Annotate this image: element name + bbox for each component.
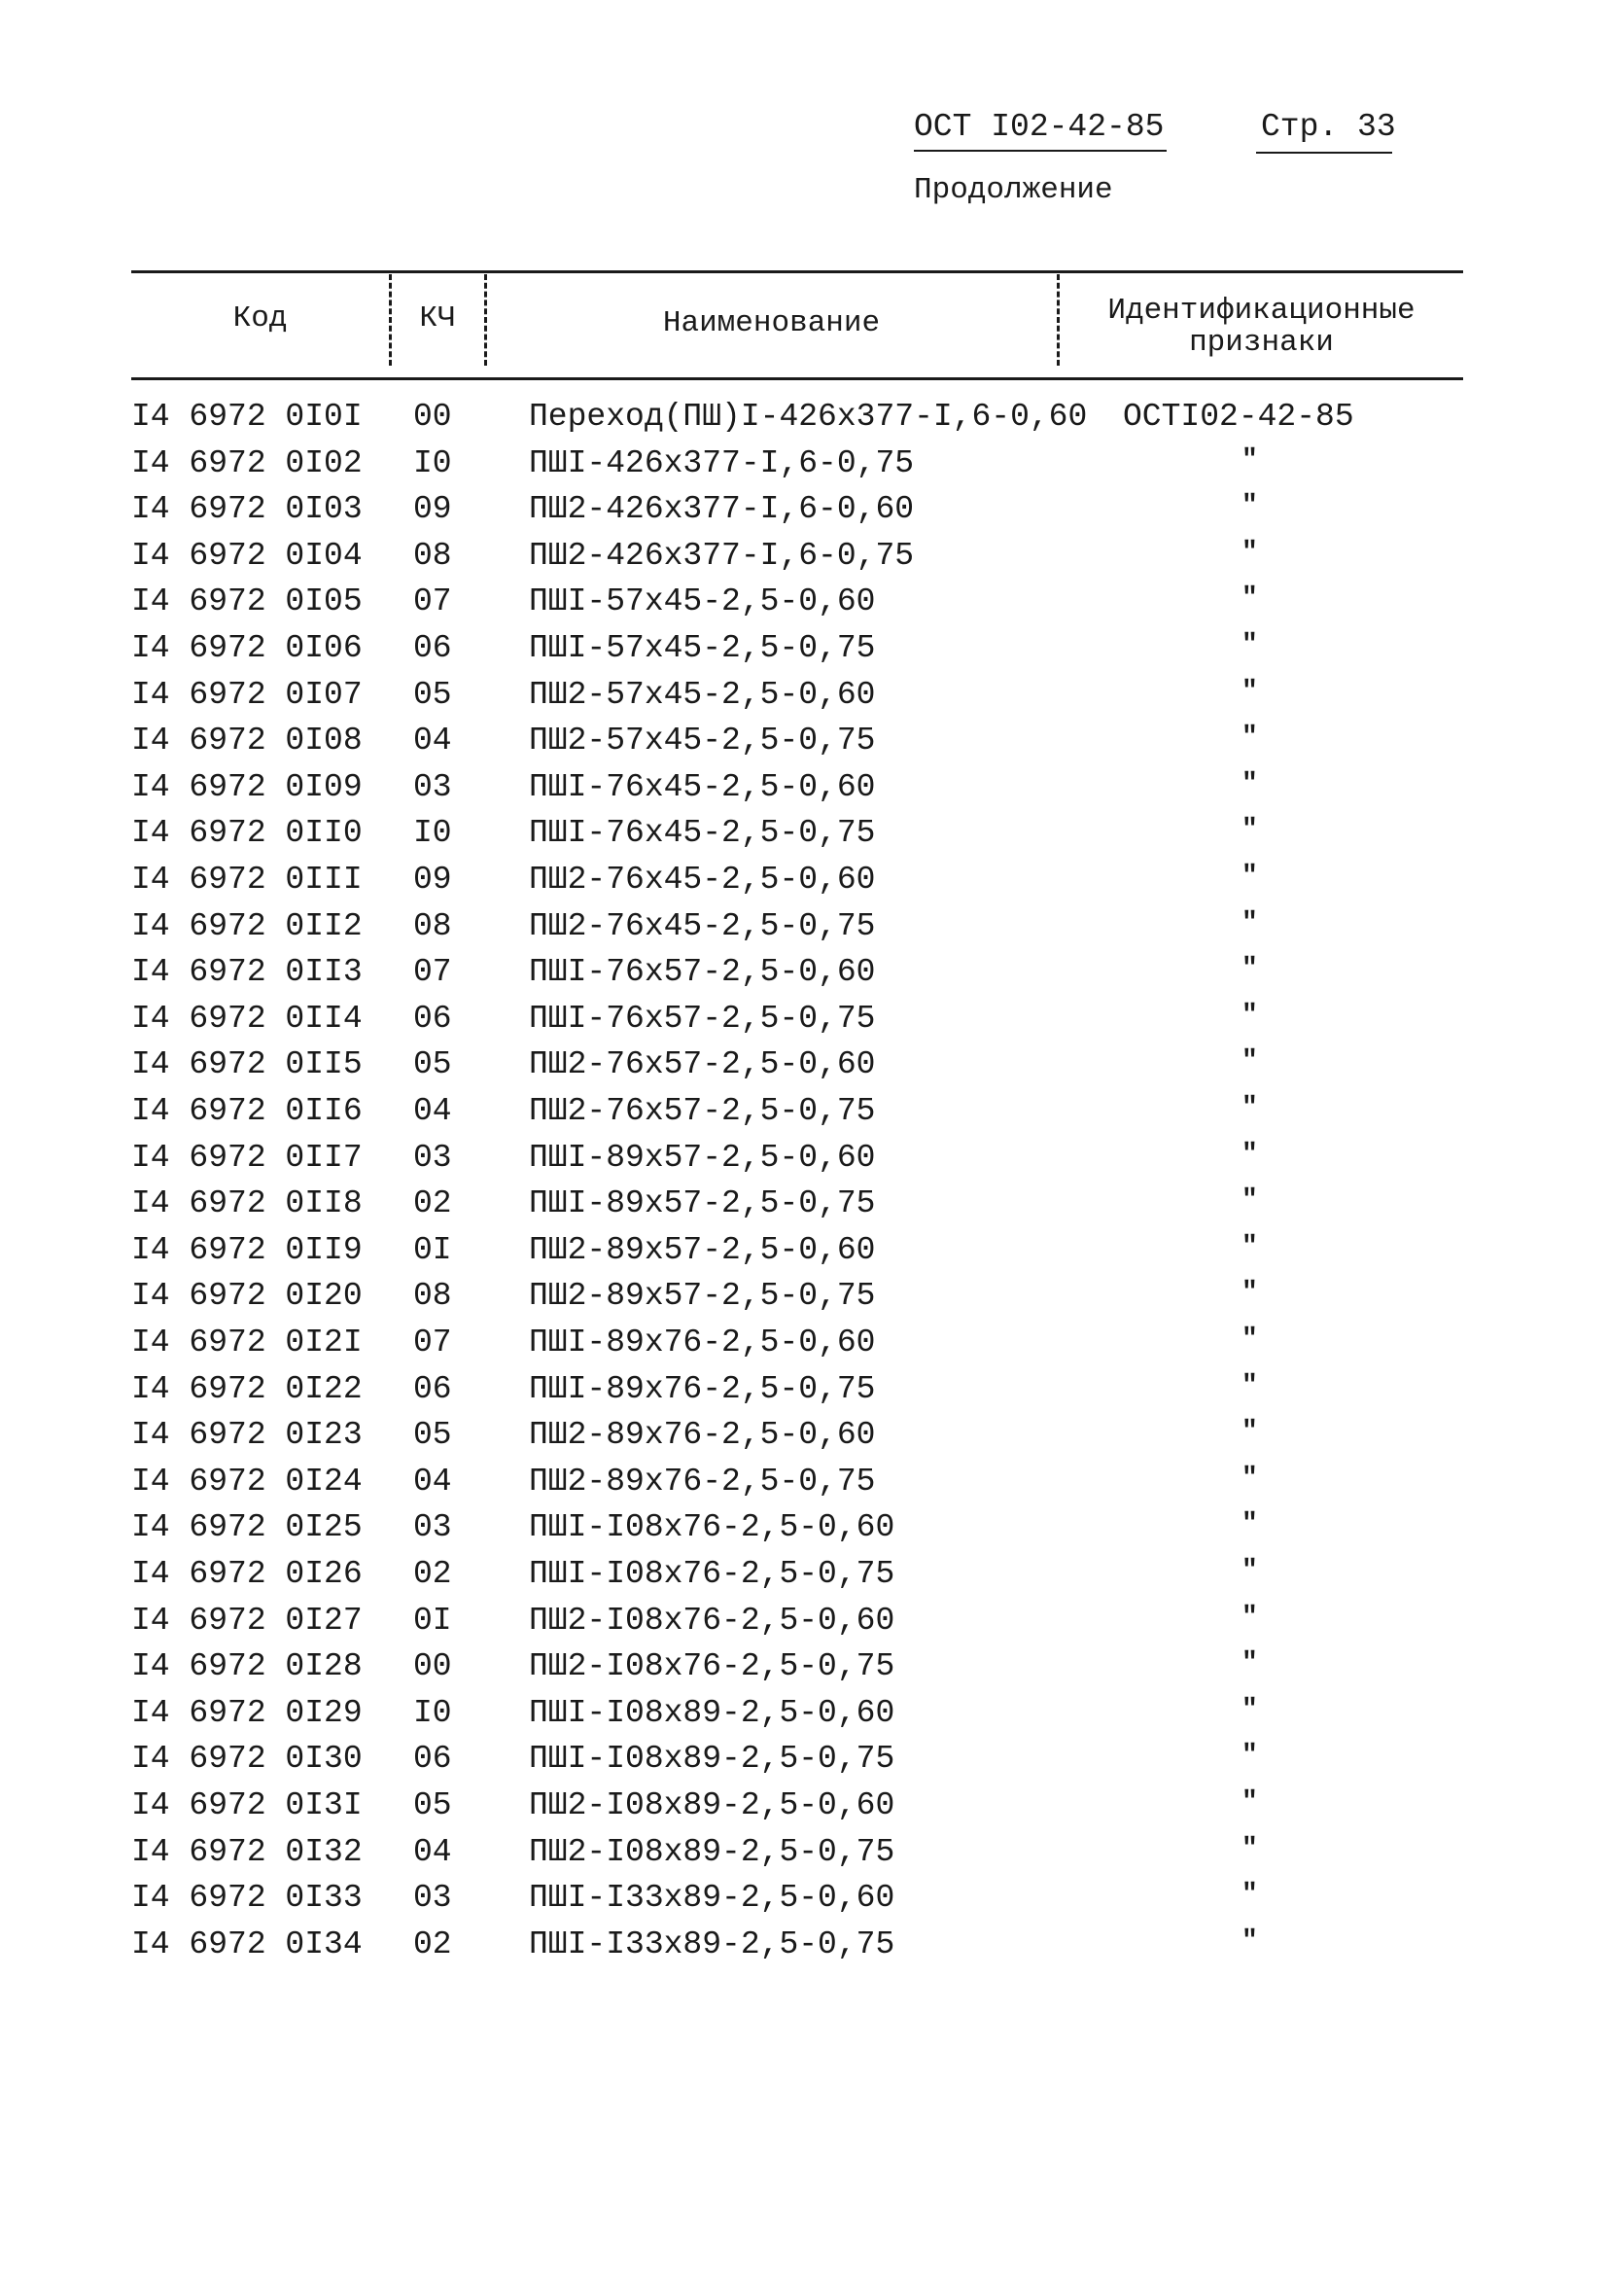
cell-name: ПШI-76x45-2,5-0,75 <box>529 815 876 852</box>
cell-code: I4 6972 0I32 <box>131 1833 363 1870</box>
cell-name: ПШI-89x76-2,5-0,60 <box>529 1325 876 1360</box>
cell-code: I4 6972 0I30 <box>131 1741 363 1778</box>
cell-id-ditto: " <box>1241 1556 1258 1586</box>
cell-id-ditto: " <box>1241 1602 1258 1633</box>
cell-name: ПШ2-I08x76-2,5-0,60 <box>529 1602 895 1639</box>
cell-id-ditto: " <box>1241 768 1258 799</box>
cell-code: I4 6972 0II9 <box>131 1231 363 1268</box>
cell-name: ПШ2-89x76-2,5-0,60 <box>529 1417 876 1454</box>
table-row <box>0 862 1608 908</box>
column-header-id-line2: признаки <box>1189 326 1334 360</box>
cell-id-ditto: " <box>1241 1046 1258 1077</box>
cell-id-ditto: " <box>1241 1648 1258 1679</box>
cell-name: ПШI-89x57-2,5-0,60 <box>529 1139 876 1176</box>
cell-kch: 09 <box>413 491 452 528</box>
cell-name: ПШ2-89x57-2,5-0,75 <box>529 1278 876 1315</box>
cell-id-ditto: " <box>1241 862 1258 892</box>
table-row <box>0 583 1608 630</box>
cell-kch: 06 <box>413 1741 452 1778</box>
cell-id-ditto: " <box>1241 1833 1258 1864</box>
cell-kch: 02 <box>413 1925 452 1962</box>
table-row <box>0 1648 1608 1695</box>
cell-id-ditto: " <box>1241 1231 1258 1262</box>
cell-kch: 05 <box>413 1046 452 1083</box>
cell-kch: 0I <box>413 1602 452 1639</box>
cell-id-ditto: " <box>1241 1694 1258 1725</box>
table-row <box>0 445 1608 492</box>
cell-name: ПШ2-I08x76-2,5-0,75 <box>529 1648 895 1685</box>
cell-kch: 07 <box>413 1325 452 1360</box>
cell-kch: I0 <box>413 444 452 481</box>
cell-id-ditto: " <box>1241 1741 1258 1772</box>
table-row <box>0 954 1608 1001</box>
cell-id-ditto: " <box>1241 676 1258 707</box>
table-row <box>0 677 1608 724</box>
table-row <box>0 769 1608 816</box>
cell-id-ditto: " <box>1241 1787 1258 1818</box>
table-row <box>0 1509 1608 1556</box>
cell-kch: 02 <box>413 1185 452 1222</box>
cell-kch: 04 <box>413 1463 452 1500</box>
cell-code: I4 6972 0I27 <box>131 1602 363 1639</box>
continuation-label: Продолжение <box>914 173 1113 207</box>
cell-code: I4 6972 0I22 <box>131 1370 363 1407</box>
cell-name: ПШ2-426x377-I,6-0,60 <box>529 491 915 528</box>
cell-name: ПШI-I08x76-2,5-0,75 <box>529 1556 895 1592</box>
cell-code: I4 6972 0I07 <box>131 676 363 713</box>
cell-id-ditto: " <box>1241 1139 1258 1170</box>
cell-kch: 06 <box>413 630 452 666</box>
cell-kch: 07 <box>413 954 452 991</box>
column-header-name: Наименование <box>662 306 881 340</box>
cell-name: ПШI-I08x89-2,5-0,60 <box>529 1694 895 1731</box>
cell-code: I4 6972 0II8 <box>131 1185 363 1222</box>
cell-id-ditto: " <box>1241 954 1258 985</box>
cell-kch: 05 <box>413 676 452 713</box>
page-underline <box>1256 152 1392 154</box>
cell-code: I4 6972 0I20 <box>131 1278 363 1315</box>
cell-name: ПШ2-76x57-2,5-0,60 <box>529 1046 876 1083</box>
column-header-kch: КЧ <box>419 301 456 336</box>
cell-code: I4 6972 0I26 <box>131 1556 363 1592</box>
cell-id-ditto: " <box>1241 1278 1258 1309</box>
table-header-bottom-rule <box>131 377 1463 380</box>
cell-id-ditto: " <box>1241 723 1258 754</box>
cell-code: I4 6972 0I29 <box>131 1694 363 1731</box>
cell-name: ПШ2-426x377-I,6-0,75 <box>529 537 915 574</box>
cell-id-ditto: " <box>1241 630 1258 660</box>
cell-code: I4 6972 0I08 <box>131 723 363 759</box>
table-row <box>0 491 1608 538</box>
table-row <box>0 1371 1608 1418</box>
table-row <box>0 1185 1608 1232</box>
table-row <box>0 1695 1608 1742</box>
cell-code: I4 6972 0I06 <box>131 630 363 666</box>
page-header <box>914 109 1400 158</box>
cell-code: I4 6972 0III <box>131 862 363 898</box>
cell-kch: 03 <box>413 768 452 805</box>
cell-code: I4 6972 0I3I <box>131 1787 363 1823</box>
cell-id-ditto: " <box>1241 1509 1258 1540</box>
cell-name: ПШI-89x76-2,5-0,75 <box>529 1370 876 1407</box>
cell-id-ditto: " <box>1241 1000 1258 1031</box>
cell-code: I4 6972 0II6 <box>131 1093 363 1129</box>
table-row <box>0 908 1608 955</box>
cell-id-ditto: " <box>1241 1185 1258 1217</box>
cell-kch: 07 <box>413 583 452 620</box>
cell-kch: 05 <box>413 1417 452 1454</box>
table-row <box>0 1140 1608 1186</box>
cell-kch: 00 <box>413 1648 452 1685</box>
table-row <box>0 1556 1608 1603</box>
cell-name: ПШI-57x45-2,5-0,60 <box>529 583 876 620</box>
cell-id-ditto: " <box>1241 1925 1258 1957</box>
cell-id-ditto: " <box>1241 444 1258 476</box>
cell-kch: 06 <box>413 1370 452 1407</box>
cell-kch: 00 <box>413 399 452 435</box>
table-row <box>0 1093 1608 1140</box>
table-row <box>0 1278 1608 1325</box>
page-number: Стр. 33 <box>1261 109 1396 145</box>
cell-name: ПШ2-I08x89-2,5-0,60 <box>529 1787 895 1823</box>
cell-name: ПШI-57x45-2,5-0,75 <box>529 630 876 666</box>
cell-kch: 08 <box>413 1278 452 1315</box>
cell-id-ditto: " <box>1241 583 1258 615</box>
cell-code: I4 6972 0I25 <box>131 1509 363 1546</box>
cell-code: I4 6972 0II3 <box>131 954 363 991</box>
table-row <box>0 1046 1608 1093</box>
cell-id-ditto: " <box>1241 491 1258 522</box>
cell-kch: 09 <box>413 862 452 898</box>
cell-code: I4 6972 0I2I <box>131 1325 363 1360</box>
table-row <box>0 1787 1608 1834</box>
cell-code: I4 6972 0I02 <box>131 444 363 481</box>
table-row <box>0 399 1608 445</box>
table-row <box>0 1417 1608 1464</box>
table-row <box>0 1001 1608 1047</box>
cell-kch: 05 <box>413 1787 452 1823</box>
cell-name: ПШI-76x57-2,5-0,60 <box>529 954 876 991</box>
column-header-code: Код <box>232 301 288 336</box>
table-row <box>0 1603 1608 1649</box>
cell-id-ditto: " <box>1241 1880 1258 1911</box>
table-row <box>0 815 1608 862</box>
cell-code: I4 6972 0I28 <box>131 1648 363 1685</box>
table-row <box>0 1232 1608 1279</box>
cell-kch: 04 <box>413 723 452 759</box>
table-row <box>0 1464 1608 1510</box>
cell-name: ПШI-I33x89-2,5-0,75 <box>529 1925 895 1962</box>
table-row <box>0 1834 1608 1881</box>
cell-kch: 04 <box>413 1833 452 1870</box>
cell-id-ditto: " <box>1241 1463 1258 1494</box>
cell-kch: 08 <box>413 537 452 574</box>
cell-code: I4 6972 0II0 <box>131 815 363 852</box>
table-row <box>0 538 1608 584</box>
cell-code: I4 6972 0I04 <box>131 537 363 574</box>
cell-kch: 04 <box>413 1093 452 1129</box>
table-row <box>0 723 1608 769</box>
cell-name: ПШI-76x45-2,5-0,60 <box>529 768 876 805</box>
cell-name: ПШI-I33x89-2,5-0,60 <box>529 1880 895 1917</box>
cell-name: ПШ2-57x45-2,5-0,60 <box>529 676 876 713</box>
cell-id-ditto: " <box>1241 1325 1258 1355</box>
cell-name: ПШ2-57x45-2,5-0,75 <box>529 723 876 759</box>
cell-kch: 08 <box>413 907 452 944</box>
table-row <box>0 1926 1608 1973</box>
cell-id-ditto: " <box>1241 1093 1258 1123</box>
cell-code: I4 6972 0I23 <box>131 1417 363 1454</box>
cell-id-ditto: " <box>1241 1417 1258 1448</box>
cell-name: ПШI-I08x89-2,5-0,75 <box>529 1741 895 1778</box>
cell-code: I4 6972 0II5 <box>131 1046 363 1083</box>
cell-code: I4 6972 0I34 <box>131 1925 363 1962</box>
cell-kch: 02 <box>413 1556 452 1592</box>
cell-name: ПШ2-76x57-2,5-0,75 <box>529 1093 876 1129</box>
cell-code: I4 6972 0II7 <box>131 1139 363 1176</box>
cell-kch: 06 <box>413 1000 452 1037</box>
standard-underline <box>914 150 1167 152</box>
cell-code: I4 6972 0I33 <box>131 1880 363 1917</box>
cell-name: ПШ2-89x76-2,5-0,75 <box>529 1463 876 1500</box>
standard-number: ОСТ I02-42-85 <box>914 109 1165 145</box>
cell-name: Переход(ПШ)I-426x377-I,6-0,60 <box>529 399 1088 435</box>
cell-code: I4 6972 0I05 <box>131 583 363 620</box>
table-row <box>0 1741 1608 1787</box>
cell-name: ПШI-89x57-2,5-0,75 <box>529 1185 876 1222</box>
cell-id: ОСТI02-42-85 <box>1123 399 1354 435</box>
cell-kch: 03 <box>413 1880 452 1917</box>
cell-kch: 0I <box>413 1231 452 1268</box>
cell-code: I4 6972 0I0I <box>131 399 363 435</box>
cell-kch: I0 <box>413 815 452 852</box>
cell-kch: I0 <box>413 1694 452 1731</box>
table-top-rule <box>131 270 1463 273</box>
cell-name: ПШI-426x377-I,6-0,75 <box>529 444 915 481</box>
cell-kch: 03 <box>413 1139 452 1176</box>
cell-id-ditto: " <box>1241 537 1258 568</box>
cell-id-ditto: " <box>1241 1370 1258 1401</box>
cell-code: I4 6972 0II4 <box>131 1000 363 1037</box>
cell-code: I4 6972 0I09 <box>131 768 363 805</box>
cell-id-ditto: " <box>1241 815 1258 846</box>
cell-id-ditto: " <box>1241 907 1258 938</box>
cell-name: ПШI-I08x76-2,5-0,60 <box>529 1509 895 1546</box>
column-header-id-line1: Идентификационные <box>1107 294 1416 328</box>
cell-name: ПШ2-76x45-2,5-0,60 <box>529 862 876 898</box>
cell-code: I4 6972 0I03 <box>131 491 363 528</box>
table-row <box>0 1880 1608 1926</box>
cell-code: I4 6972 0I24 <box>131 1463 363 1500</box>
cell-name: ПШ2-76x45-2,5-0,75 <box>529 907 876 944</box>
table-row <box>0 1325 1608 1371</box>
cell-name: ПШ2-89x57-2,5-0,60 <box>529 1231 876 1268</box>
cell-code: I4 6972 0II2 <box>131 907 363 944</box>
cell-name: ПШI-76x57-2,5-0,75 <box>529 1000 876 1037</box>
cell-kch: 03 <box>413 1509 452 1546</box>
cell-name: ПШ2-I08x89-2,5-0,75 <box>529 1833 895 1870</box>
table-row <box>0 630 1608 677</box>
